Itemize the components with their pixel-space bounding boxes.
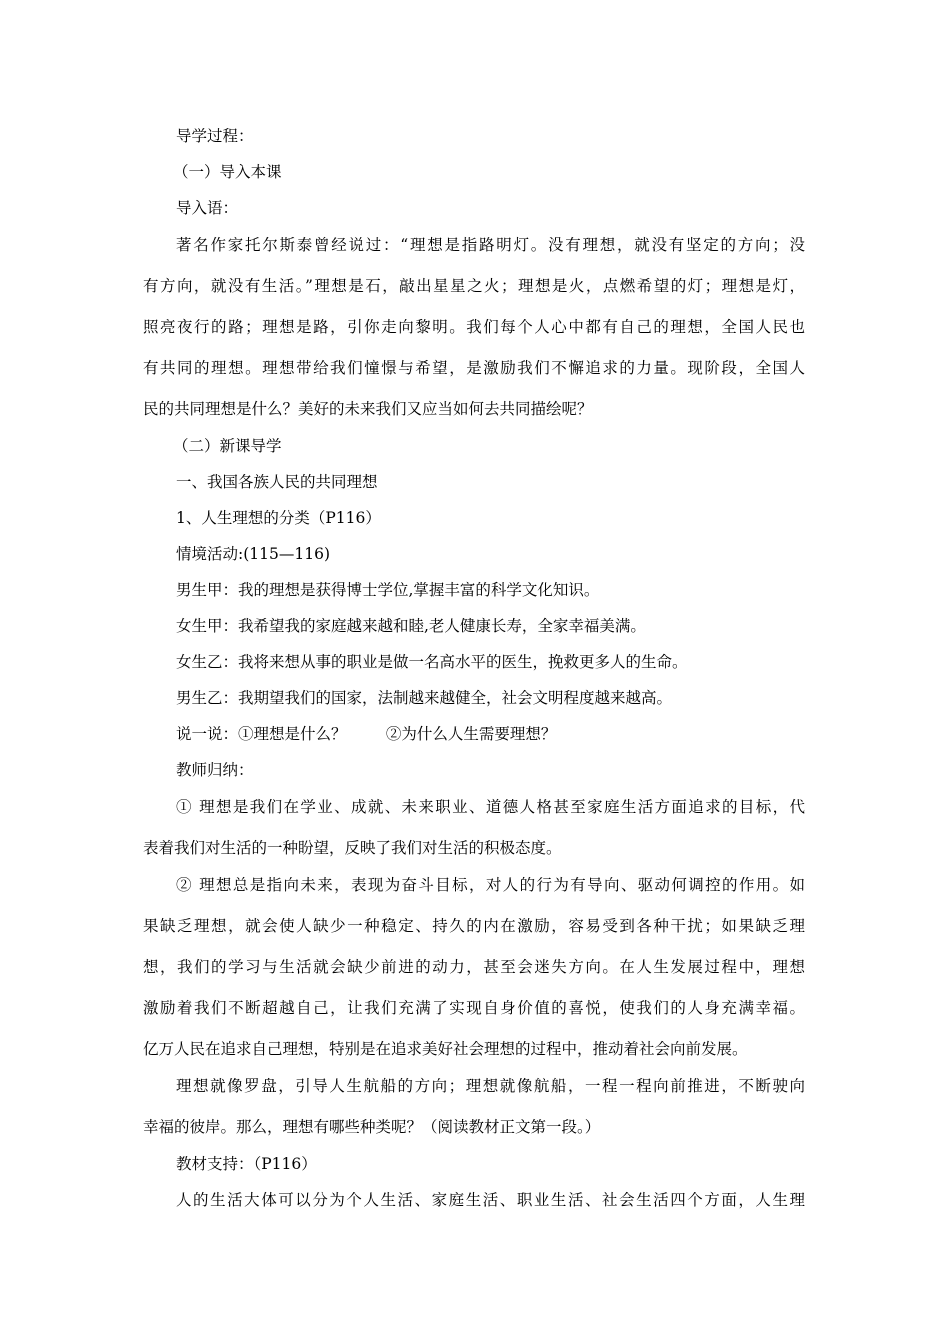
text-line: 情境活动:(115—116) [176,545,330,563]
text-line: 女生甲：我希望我的家庭越来越和睦,老人健康长寿，全家幸福美满。 [176,617,646,635]
paragraph-line: ① 理想是我们在学业、成就、未来职业、道德人格甚至家庭生活方面追求的目标，代 [176,798,805,816]
subsection-heading: （二）新课导学 [173,437,282,455]
paragraph-line: 亿万人民在追求自己理想，特别是在追求美好社会理想的过程中，推动着社会向前发展。 [143,1040,748,1058]
text-line: 男生乙：我期望我们的国家，法制越来越健全，社会文明程度越来越高。 [176,689,673,707]
paragraph-line: 有方向，就没有生活。”理想是石，敲出星星之火；理想是火，点燃希望的灯；理想是灯， [143,277,805,295]
paragraph-line: 幸福的彼岸。那么，理想有哪些种类呢？（阅读教材正文第一段。） [143,1118,601,1136]
paragraph-line: 激励着我们不断超越自己，让我们充满了实现自身价值的喜悦，使我们的人身充满幸福。 [143,999,805,1017]
paragraph-line: 著名作家托尔斯泰曾经说过：“理想是指路明灯。没有理想，就没有坚定的方向；没 [176,236,805,254]
section-heading: 导学过程： [176,127,254,145]
paragraph-line: 理想就像罗盘，引导人生航船的方向；理想就像航船，一程一程向前推进，不断驶向 [176,1077,805,1095]
text-line: 说一说：①理想是什么？ ②为什么人生需要理想？ [176,725,557,743]
text-line: 导入语： [176,199,239,217]
paragraph-line: 想，我们的学习与生活就会缺少前进的动力，甚至会迷失方向。在人生发展过程中，理想 [143,958,805,976]
text-line: 教材支持：（P116） [176,1155,317,1173]
section-heading: 一、我国各族人民的共同理想 [176,473,378,491]
paragraph-line: 人的生活大体可以分为个人生活、家庭生活、职业生活、社会生活四个方面，人生理 [176,1191,805,1209]
paragraph-line: 表着我们对生活的一种盼望，反映了我们对生活的积极态度。 [143,839,562,857]
paragraph-line: 民的共同理想是什么？美好的未来我们又应当如何去共同描绘呢？ [143,400,593,418]
subsection-heading: （一）导入本课 [173,163,282,181]
text-line: 男生甲：我的理想是获得博士学位,掌握丰富的科学文化知识。 [176,581,600,599]
paragraph-line: ② 理想总是指向未来，表现为奋斗目标，对人的行为有导向、驱动何调控的作用。如 [176,876,805,894]
text-line: 女生乙：我将来想从事的职业是做一名高水平的医生，挽救更多人的生命。 [176,653,688,671]
text-line: 教师归纳： [176,761,254,779]
paragraph-line: 果缺乏理想，就会使人缺少一种稳定、持久的内在激励，容易受到各种干扰；如果缺乏理 [143,917,805,935]
paragraph-line: 照亮夜行的路；理想是路，引你走向黎明。我们每个人心中都有自己的理想，全国人民也 [143,318,805,336]
paragraph-line: 有共同的理想。理想带给我们憧憬与希望，是激励我们不懈追求的力量。现阶段，全国人 [143,359,805,377]
section-heading: 1、人生理想的分类（P116） [176,509,381,527]
